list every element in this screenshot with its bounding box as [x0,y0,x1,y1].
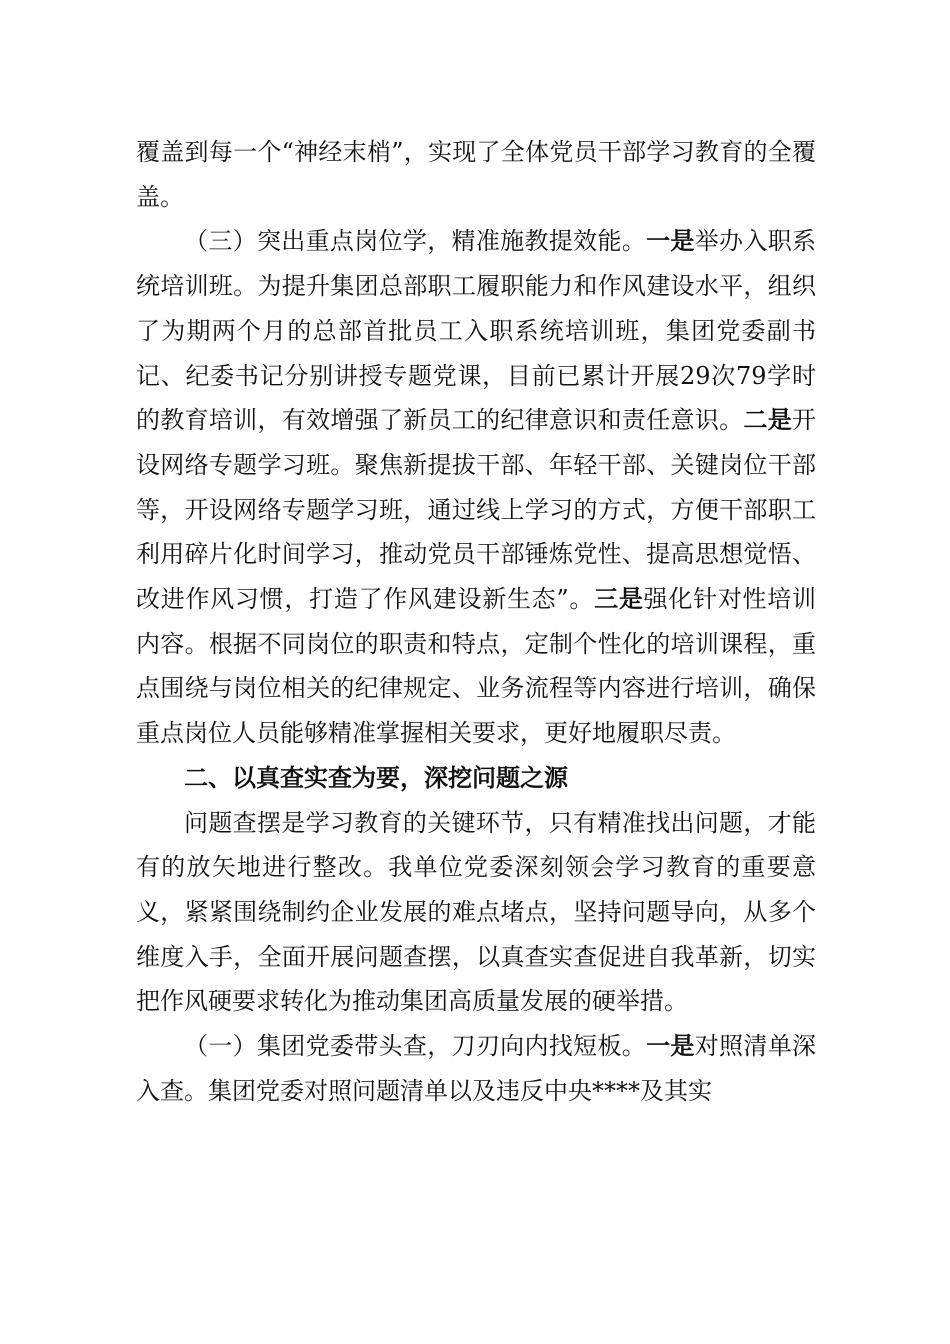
section-heading [136,756,816,801]
paragraph-problem-finding [136,801,816,1025]
paragraph-text: 开设网络专题学习班。聚焦新提拔干部、年轻干部、关键岗位干部等，开设网络专题学习班，通过线上学习的方式，方便干部职工利用碎片化时间学习，推动党员干部锤炼党性、提高思想觉悟、改进作风习惯，打造了作风建设新生态”。 [136,406,816,614]
bold-marker: 二是 [743,405,792,435]
paragraph-text: 举办入职系统培训班。为提升集团总部职工履职能力和作风建设水平，组织了为期两个月的总部首批员工入职系统培训班，集团党委副书记、纪委书记分别讲授专题党课，目前已累计开展29次79学时的教育培训，有效增强了新员工的纪律意识和责任意识。 [136,227,817,435]
paragraph-text: （三）突出重点岗位学，精准施教提效能。 [184,227,647,256]
document-body [136,130,816,1113]
paragraph-party-committee [136,1024,816,1113]
paragraph-text: 问题查摆是学习教育的关键环节，只有精准找出问题，才能有的放矢地进行整改。我单位党委深刻领会学习教育的重要意义，紧紧围绕制约企业发展的难点堵点，坚持问题导向，从多个维度入手，全面开展问题查摆，以真查实查促进自我革新，切实把作风硬要求转化为推动集团高质量发展的硬举措。 [136,808,816,1016]
bold-marker: 三是 [594,584,644,614]
paragraph-text: 对照清单深入查。集团党委对照问题清单以及违反中央****及其实 [136,1032,817,1105]
section-heading-text: 二、以真查实查为要，深挖问题之源 [184,763,568,792]
bold-marker: 一是 [646,226,695,256]
paragraph-text: 覆盖到每一个“神经末梢”，实现了全体党员干部学习教育的全覆盖。 [136,138,816,211]
bold-marker: 一是 [646,1031,695,1061]
paragraph-coverage [136,130,816,219]
paragraph-key-positions [136,219,816,755]
paragraph-text: 强化针对性培训内容。根据不同岗位的职责和特点，定制个性化的培训课程，重点围绕与岗位相关的纪律规定、业务流程等内容进行培训，确保重点岗位人员能够精准掌握相关要求，更好地履职尽责。 [136,585,817,748]
paragraph-text: （一）集团党委带头查，刀刃向内找短板。 [184,1032,647,1061]
